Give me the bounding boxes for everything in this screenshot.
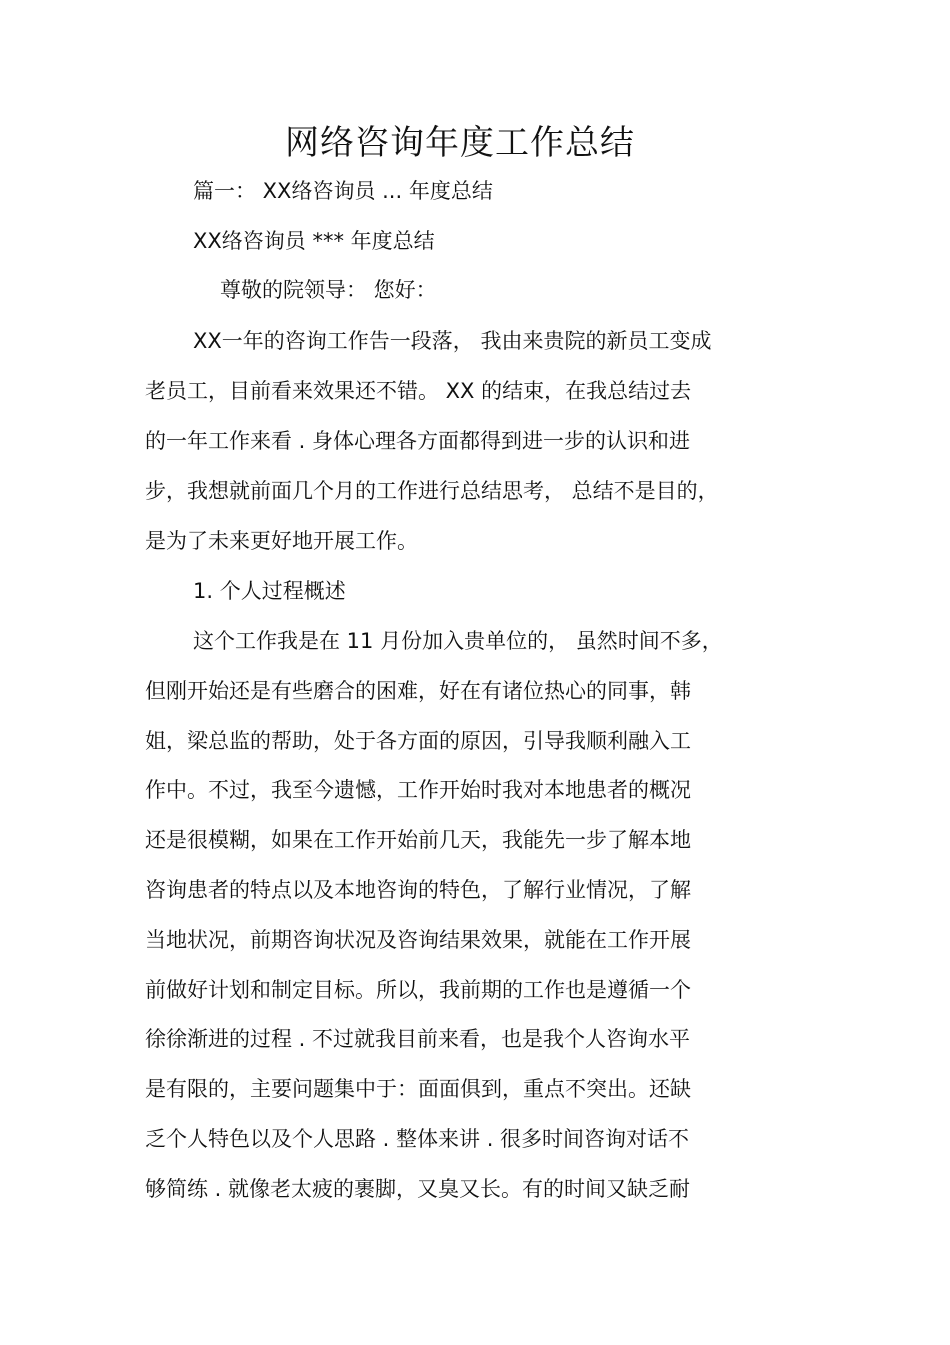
- paragraph-line: 是为了未来更好地开展工作。: [145, 529, 418, 553]
- paragraph-line: 还是很模糊，如果在工作开始前几天，我能先一步了解本地: [145, 828, 691, 852]
- paragraph-line: 这个工作我是在 11 月份加入贵单位的， 虽然时间不多，: [193, 629, 723, 653]
- paragraph-line: 作中。不过，我至今遗憾，工作开始时我对本地患者的概况: [145, 778, 691, 802]
- paragraph-line: 徐徐渐进的过程 . 不过就我目前来看，也是我个人咨询水平: [145, 1027, 691, 1051]
- paragraph-line: 当地状况，前期咨询状况及咨询结果效果，就能在工作开展: [145, 928, 691, 952]
- paragraph-line: 老员工，目前看来效果还不错。 XX 的结束，在我总结过去: [145, 379, 692, 403]
- paragraph-line: 前做好计划和制定目标。所以，我前期的工作也是遵循一个: [145, 978, 691, 1002]
- paragraph-line: 够简练 . 就像老太疲的裹脚，又臭又长。有的时间又缺乏耐: [145, 1177, 691, 1201]
- paragraph-line: 是有限的，主要问题集中于：面面俱到，重点不突出。还缺: [145, 1077, 691, 1101]
- paragraph-line: 但刚开始还是有些磨合的困难，好在有诸位热心的同事，韩: [145, 679, 691, 703]
- subheading-part-one: 篇一： XX络咨询员 ... 年度总结: [193, 179, 493, 203]
- paragraph-line: 姐，梁总监的帮助，处于各方面的原因，引导我顺利融入工: [145, 729, 691, 753]
- paragraph-line: 咨询患者的特点以及本地咨询的特色，了解行业情况，了解: [145, 878, 691, 902]
- paragraph-line: XX一年的咨询工作告一段落， 我由来贵院的新员工变成: [193, 329, 712, 353]
- section-heading: 1. 个人过程概述: [193, 579, 346, 603]
- paragraph-line: 步，我想就前面几个月的工作进行总结思考， 总结不是目的，: [145, 479, 719, 503]
- document-title: 网络咨询年度工作总结: [285, 123, 635, 163]
- report-heading: XX络咨询员 *** 年度总结: [193, 229, 435, 253]
- paragraph-line: 的一年工作来看 . 身体心理各方面都得到进一步的认识和进: [145, 429, 691, 453]
- salutation: 尊敬的院领导： 您好：: [220, 278, 437, 302]
- paragraph-line: 乏个人特色以及个人思路 . 整体来讲 . 很多时间咨询对话不: [145, 1127, 690, 1151]
